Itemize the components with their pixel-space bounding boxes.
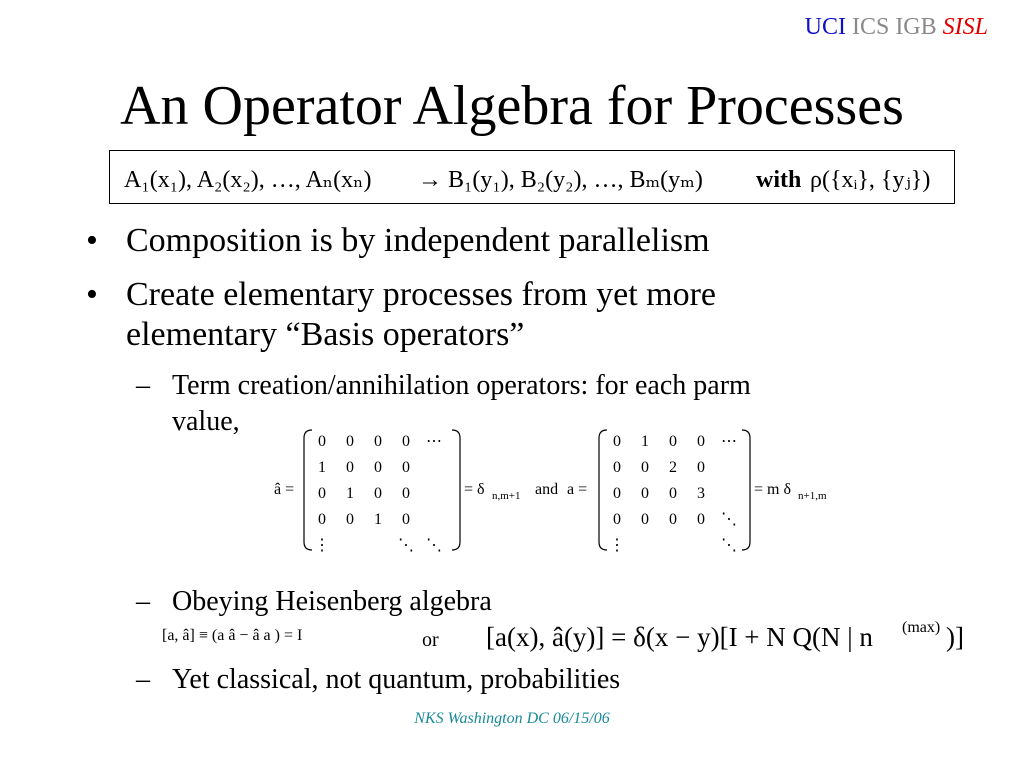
- subbullet-text-line2: value,: [172, 406, 240, 437]
- formula-rho: ρ({xᵢ}, {yⱼ}): [810, 167, 931, 193]
- matrix-entry: 0: [669, 485, 677, 502]
- matrix-entry: 0: [613, 459, 621, 476]
- matrix-entry: ⋯: [426, 433, 442, 450]
- matrix-entry: 0: [346, 459, 354, 476]
- matrix-entry: ⋮: [609, 537, 625, 554]
- ahat-rhs-subscript: n,m+1: [492, 490, 521, 502]
- brand-header: [805, 14, 988, 41]
- ahat-label: â =: [274, 481, 295, 498]
- ahat-right-bracket: [452, 430, 460, 550]
- matrix-entry: 3: [697, 485, 705, 502]
- matrix-entry: 0: [669, 433, 677, 450]
- subbullet-dash: –: [136, 370, 150, 401]
- matrix-entry: 1: [346, 485, 354, 502]
- subbullet-text: Obeying Heisenberg algebra: [172, 586, 492, 617]
- commutator-formulas: [160, 612, 990, 660]
- matrix-entry: ⋱: [721, 511, 737, 528]
- subbullet-text-line1: Term creation/annihilation operators: for each parm: [172, 370, 751, 401]
- matrix-entry: 1: [318, 459, 326, 476]
- subbullet-dash: –: [136, 586, 150, 617]
- formula-lhs: A₁(x₁), A₂(x₂), …, Aₙ(xₙ): [124, 167, 372, 193]
- matrix-entry: 0: [641, 459, 649, 476]
- matrix-entry: ⋯: [721, 433, 737, 450]
- matrix-entry: ⋱: [398, 537, 414, 554]
- bullet-text: Composition is by independent parallelism: [126, 222, 710, 259]
- process-formula-box: [109, 150, 955, 204]
- commutator-left: [a, â] ≡ (a â − â a ) = I: [162, 627, 303, 644]
- slide-title: An Operator Algebra for Processes: [120, 75, 904, 137]
- bullet-text-line2: elementary “Basis operators”: [126, 316, 525, 353]
- formula-rhs: B₁(y₁), B₂(y₂), …, Bₘ(yₘ): [448, 167, 703, 193]
- commutator-right-end: )]: [946, 622, 964, 652]
- formula-arrow: →: [418, 167, 442, 193]
- matrix-entry: 0: [374, 459, 382, 476]
- matrix-entry: 0: [697, 459, 705, 476]
- matrix-entry: 0: [641, 485, 649, 502]
- matrix-entry: ⋱: [426, 537, 442, 554]
- matrix-entry: 0: [318, 511, 326, 528]
- bullet-text-line1: Create elementary processes from yet more: [126, 276, 717, 313]
- matrix-entry: ⋱: [721, 537, 737, 554]
- commutator-right: [a(x), â(y)] = δ(x − y)[I + N Q(N | n: [486, 622, 873, 652]
- brand-sisl: SISL: [942, 14, 988, 40]
- matrix-entry: 0: [613, 433, 621, 450]
- subbullet-text: Yet classical, not quantum, probabilities: [172, 664, 621, 695]
- matrix-and: and: [535, 481, 559, 498]
- operator-matrices: [260, 424, 860, 554]
- matrix-entry: 1: [374, 511, 382, 528]
- ahat-matrix-entries: [314, 433, 442, 554]
- matrix-entry: 0: [697, 511, 705, 528]
- matrix-entry: 0: [402, 511, 410, 528]
- matrix-entry: 0: [641, 511, 649, 528]
- brand-uci: UCI: [804, 14, 846, 40]
- matrix-entry: ⋮: [314, 537, 330, 554]
- matrix-entry: 0: [613, 485, 621, 502]
- a-label: a =: [567, 481, 588, 498]
- matrix-entry: 0: [346, 511, 354, 528]
- a-rhs-subscript: n+1,m: [798, 490, 827, 502]
- matrix-entry: 0: [318, 485, 326, 502]
- process-formula: [110, 151, 956, 205]
- ahat-rhs: = δ: [464, 481, 485, 498]
- brand-ics-igb: ICS IGB: [851, 14, 937, 40]
- commutator-or: or: [422, 629, 439, 651]
- matrix-entry: 0: [402, 433, 410, 450]
- commutator-right-superscript: (max): [902, 619, 941, 636]
- footer-text: NKS Washington DC 06/15/06: [414, 710, 610, 727]
- a-rhs: = m δ: [754, 481, 792, 498]
- matrix-entry: 1: [641, 433, 649, 450]
- formula-with: with: [756, 167, 802, 193]
- subbullet-dash: –: [136, 664, 150, 695]
- a-right-bracket: [742, 430, 750, 550]
- matrix-entry: 0: [669, 511, 677, 528]
- matrix-entry: 0: [374, 433, 382, 450]
- matrix-entry: 0: [374, 485, 382, 502]
- a-left-bracket: [599, 430, 607, 550]
- a-matrix-entries: [609, 433, 737, 554]
- matrix-entry: 0: [318, 433, 326, 450]
- matrix-entry: 0: [613, 511, 621, 528]
- matrix-entry: 0: [402, 485, 410, 502]
- matrix-entry: 0: [402, 459, 410, 476]
- matrix-entry: 2: [669, 459, 677, 476]
- matrix-entry: 0: [697, 433, 705, 450]
- ahat-left-bracket: [304, 430, 312, 550]
- matrix-entry: 0: [346, 433, 354, 450]
- bullet-dot: •: [86, 276, 98, 313]
- bullet-dot: •: [86, 222, 98, 259]
